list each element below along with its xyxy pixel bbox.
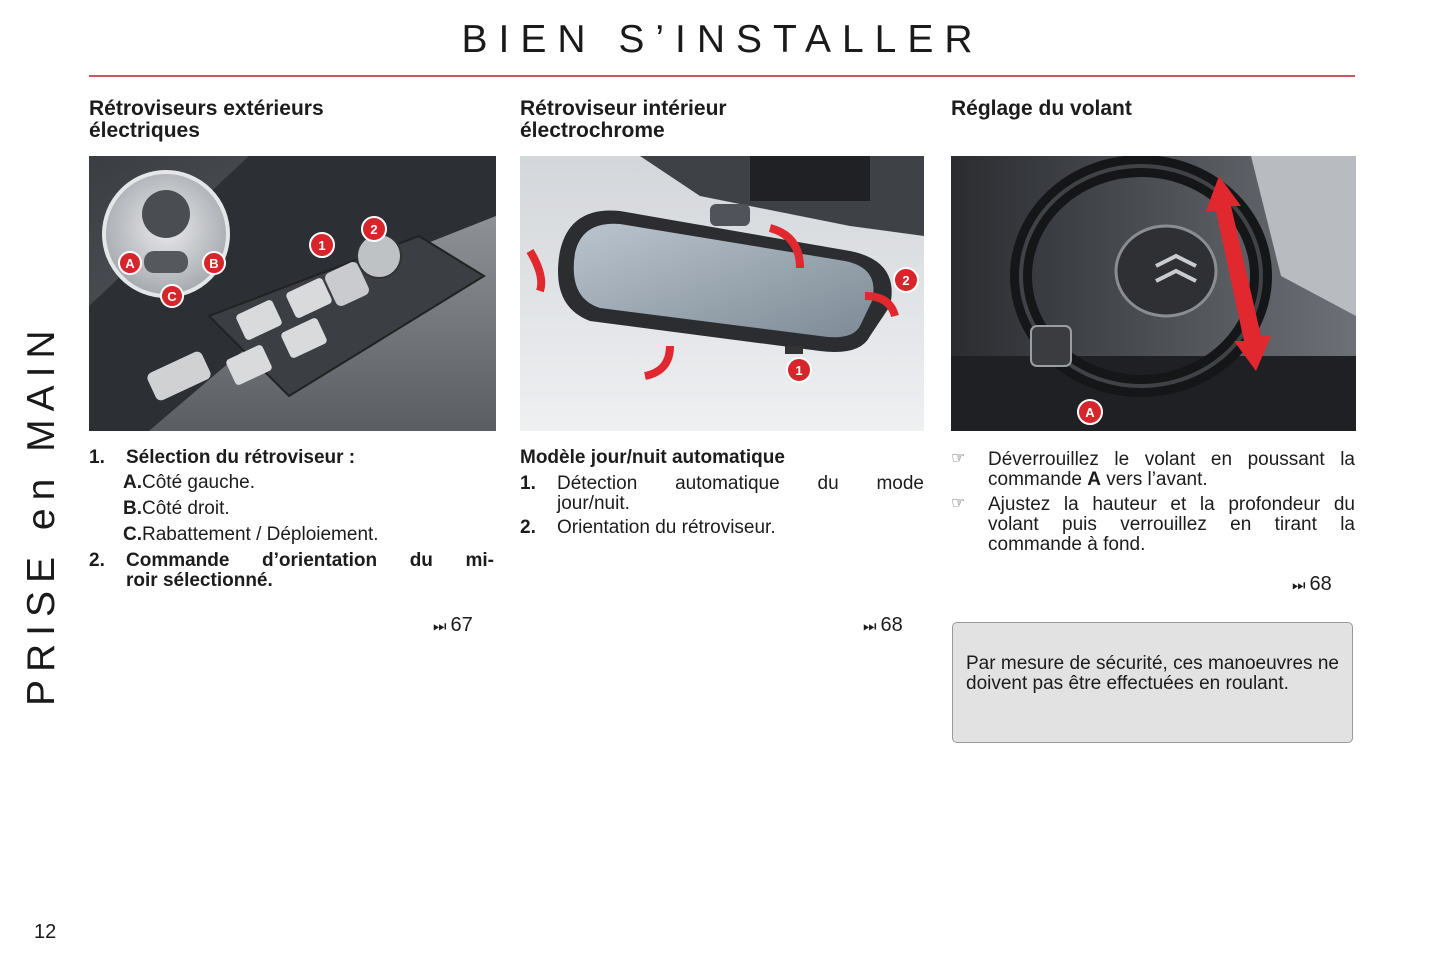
callout-A xyxy=(1078,400,1102,424)
title-divider xyxy=(89,75,1355,77)
svg-text:2: 2 xyxy=(902,273,910,288)
callout-1 xyxy=(787,358,811,382)
page-reference[interactable]: ⏭ 68 xyxy=(863,614,903,636)
safety-notice xyxy=(952,622,1353,743)
svg-text:A: A xyxy=(125,256,135,271)
pointing-hand-icon: ☞ xyxy=(951,495,966,512)
steering-instructions-list xyxy=(951,448,1355,555)
page-number: 12 xyxy=(34,921,57,943)
section-steering-wheel xyxy=(951,97,1356,595)
callout-1 xyxy=(310,233,334,257)
list-item: 1. Sélection du rétroviseur : xyxy=(89,447,356,468)
svg-text:A: A xyxy=(1085,405,1095,420)
callout-C xyxy=(161,285,183,307)
svg-text:1: 1 xyxy=(318,238,326,253)
next-track-icon: ⏭ xyxy=(433,618,445,635)
rearview-mirror-illustration xyxy=(520,156,924,431)
section-interior-mirror xyxy=(520,97,924,636)
steering-wheel-illustration xyxy=(951,156,1356,431)
svg-text:2: 2 xyxy=(370,222,378,237)
list-subitem: C.Rabattement / Déploiement. xyxy=(123,524,379,545)
svg-text:B: B xyxy=(209,256,219,271)
callout-B xyxy=(203,252,225,274)
svg-text:1: 1 xyxy=(795,363,803,378)
page-reference[interactable]: ⏭ 67 xyxy=(433,614,473,636)
section-title: Rétroviseur intérieur électrochrome xyxy=(520,97,727,142)
list-item: ☞ Déverrouillez le volant en poussant la commande A vers l’avant. xyxy=(951,449,1355,490)
callout-2 xyxy=(362,217,386,241)
section-side-label: PRISE en MAIN xyxy=(20,322,63,706)
section-exterior-mirrors xyxy=(89,97,496,636)
list-item: 1. Détection automatique du mode jour/nuit. xyxy=(520,473,924,514)
list-subitem: B.Côté droit. xyxy=(123,498,230,519)
list-item: 2. Commande d’orientation du mi- roir sélectionné. xyxy=(89,550,494,591)
list-subitem: A.Côté gauche. xyxy=(123,472,256,493)
section-title: Réglage du volant xyxy=(951,97,1132,120)
safety-notice-text: Par mesure de sécurité, ces manoeuvres ne doivent pas être effectuées en roulant. xyxy=(966,653,1339,694)
pointing-hand-icon: ☞ xyxy=(951,450,966,467)
door-mirror-controls-illustration xyxy=(89,156,496,431)
interior-mirror-list xyxy=(520,448,924,542)
svg-text:C: C xyxy=(167,289,177,304)
list-item: ☞ Ajustez la hauteur et la profondeur du volant puis verrouillez en tirant la commande à fond. xyxy=(951,494,1355,555)
list-subtitle: Modèle jour/nuit automatique xyxy=(520,447,785,468)
page-reference[interactable]: ⏭ 68 xyxy=(1292,573,1332,595)
callout-A xyxy=(119,252,141,274)
mirror-selection-list xyxy=(89,448,496,595)
callout-2 xyxy=(894,268,918,292)
page-title: BIEN S’INSTALLER xyxy=(461,18,984,61)
next-track-icon: ⏭ xyxy=(1292,577,1304,594)
list-item: 2. Orientation du rétroviseur. xyxy=(520,517,776,538)
next-track-icon: ⏭ xyxy=(863,618,875,635)
section-title: Rétroviseurs extérieurs électriques xyxy=(89,97,324,142)
